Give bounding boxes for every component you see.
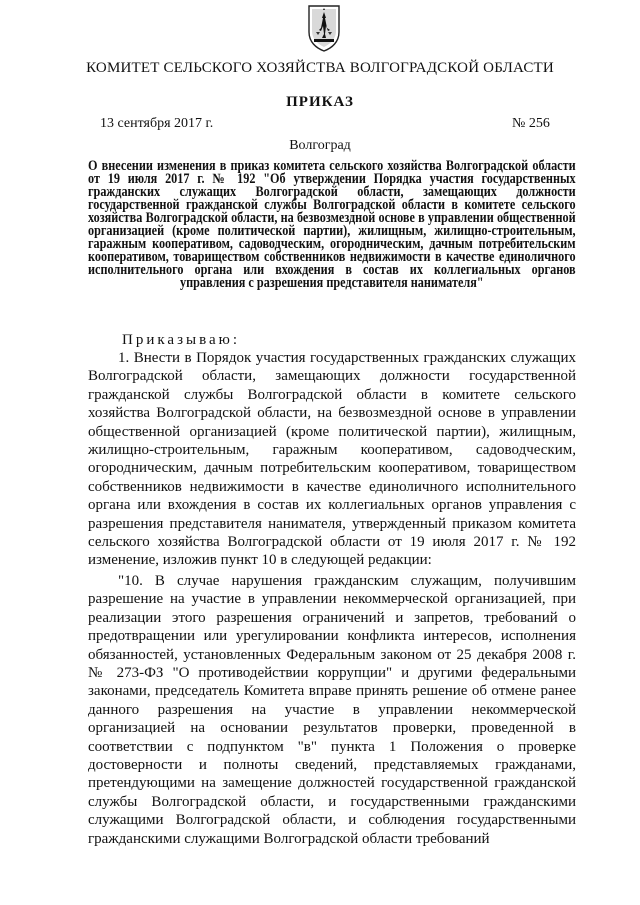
document-city: Волгоград [289,138,351,153]
document-subject: О внесении изменения в приказ комитета сельского хозяйства Волгоградской области от 19 июля 2017 г. № 192 "Об утверждении Порядка участия государственных гражданских служащих Волгоградской области, замещающих должности государственной гражданской службы Волгоградской области в комитете сельского хозяйства Волгоградской области, на безвозмездной основе в управлении общественной организацией (кроме политической партии), жилищным, жилищно-строительным, гаражным кооперативом, садоводческим, огородническим, дачным потребительским кооперативом, товариществом собственников недвижимости в качестве единоличного исполнительного органа или вхождения в состав их коллегиальных органов управления с разрешения представителя нанимателя" [88,158,576,291]
order-word: Приказываю: [122,332,240,348]
coat-of-arms-icon [306,4,342,52]
committee-name: КОМИТЕТ СЕЛЬСКОГО ХОЗЯЙСТВА ВОЛГОГРАДСКОЙ ОБЛАСТИ [86,60,554,76]
document-number: № 256 [512,116,550,131]
paragraph-1: 1. Внести в Порядок участия государственных гражданских служащих Волгоградской области, замещающих должности государственной гражданской службы Волгоградской области в комитете сельского хозяйства Волгоградской области, на безвозмездной основе в управлении общественной организацией (кроме политической партии), жилищным, жилищно-строительным, гаражным кооперативом, садоводческим, огородническим, дачным потребительским кооперативом, товариществом собственников недвижимости в качестве единоличного исполнительного органа или вхождения в состав их коллегиальных органов управления с разрешения представителя нанимателя, утвержденный приказом комитета сельского хозяйства Волгоградской области от 19 июля 2017 г. № 192 изменение, изложив пункт 10 в следующей редакции: [88,350,576,569]
document-title: ПРИКАЗ [286,94,354,110]
paragraph-2: "10. В случае нарушения гражданским служащим, получившим разрешение на участие в управлении некоммерческой организацией, при реализации этого разрешения ограничений и запретов, требований о предотвращении или урегулировании конфликта интересов, исполнения обязанностей, установленных Федеральным законом от 25 декабря 2008 г. № 273-ФЗ "О противодействии коррупции" и другими федеральными законами, председатель Комитета вправе принять решение об отмене ранее данного разрешения на участие в управлении некоммерческой организацией на основании результатов проверки, проведенной в соответствии с подпунктом "в" пункта 1 Положения о проверке достоверности и полноты сведений, представляемых гражданами, претендующими на замещение должностей государственной гражданской службы Волгоградской области, и государственными гражданскими служащими Волгоградской области, и соблюдения государственными гражданскими служащими Волгоградской области требований [88,573,576,847]
document-date: 13 сентября 2017 г. [100,116,214,131]
